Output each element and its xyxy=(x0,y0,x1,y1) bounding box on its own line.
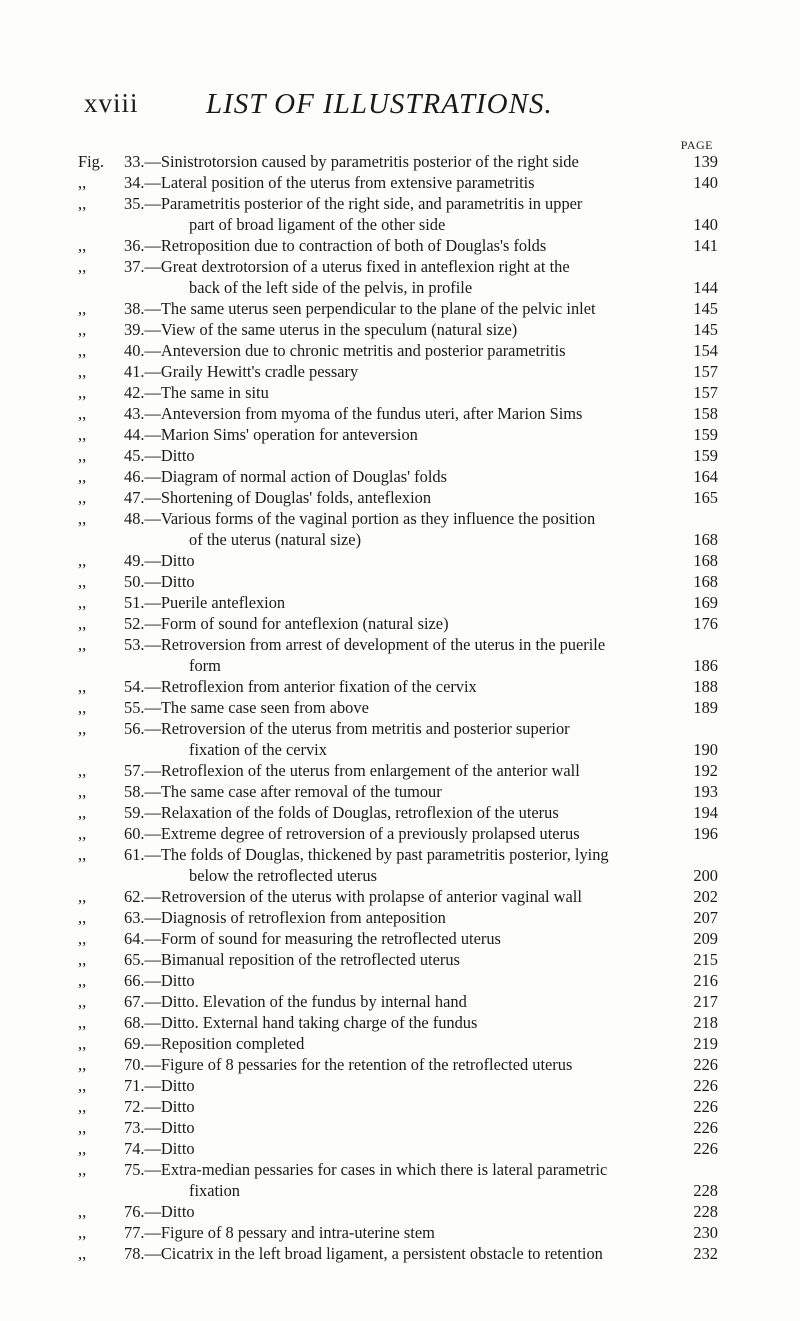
entry-page-number: 207 xyxy=(693,908,718,927)
list-item xyxy=(78,550,718,571)
entry-first-line xyxy=(78,1222,718,1243)
list-item xyxy=(78,424,718,445)
entry-page-number: 215 xyxy=(693,950,718,969)
entry-caption: 39.—View of the same uterus in the speculum (natural size) xyxy=(124,320,518,339)
entry-lead: ,, xyxy=(78,698,87,717)
entry-first-line xyxy=(78,445,718,466)
entry-caption: 46.—Diagram of normal action of Douglas' folds xyxy=(124,467,447,486)
entry-page-number: 226 xyxy=(693,1076,718,1095)
entry-first-line xyxy=(78,613,718,634)
list-item xyxy=(78,1138,718,1159)
entry-caption: back of the left side of the pelvis, in profile xyxy=(189,278,473,297)
list-item xyxy=(78,1012,718,1033)
entry-first-line xyxy=(78,907,718,928)
entry-lead: ,, xyxy=(78,887,87,906)
entry-caption: 62.—Retroversion of the uterus with prolapse of anterior vaginal wall xyxy=(124,887,582,906)
entry-first-line xyxy=(78,403,718,424)
entry-lead: ,, xyxy=(78,950,87,969)
entry-first-line xyxy=(78,802,718,823)
list-item xyxy=(78,697,718,718)
entry-page-number: 226 xyxy=(693,1118,718,1137)
entry-caption: 38.—The same uterus seen perpendicular to the plane of the pelvic inlet xyxy=(124,299,596,318)
entry-page-number: 226 xyxy=(693,1097,718,1116)
entry-lead: ,, xyxy=(78,908,87,927)
entry-caption: 35.—Parametritis posterior of the right side, and parametritis in upper xyxy=(124,194,583,213)
entry-lead: ,, xyxy=(78,971,87,990)
entry-lead: ,, xyxy=(78,194,87,213)
entry-caption: 75.—Extra-median pessaries for cases in which there is lateral parametric xyxy=(124,1160,608,1179)
list-item xyxy=(78,340,718,361)
entry-first-line xyxy=(78,823,718,844)
list-item xyxy=(78,928,718,949)
entry-caption: of the uterus (natural size) xyxy=(189,530,362,549)
entry-first-line xyxy=(78,718,718,739)
entry-caption: 49.—Ditto xyxy=(124,551,195,570)
entry-lead: ,, xyxy=(78,425,87,444)
entry-caption: part of broad ligament of the other side xyxy=(189,215,446,234)
entry-first-line xyxy=(78,361,718,382)
entry-lead: ,, xyxy=(78,1223,87,1242)
entry-caption: 78.—Cicatrix in the left broad ligament, a persistent obstacle to retention xyxy=(124,1244,603,1263)
entry-page-number: 141 xyxy=(693,236,718,255)
entry-page-number: 169 xyxy=(693,593,718,612)
entry-first-line xyxy=(78,991,718,1012)
list-item xyxy=(78,760,718,781)
entry-first-line xyxy=(78,634,718,655)
entry-first-line xyxy=(78,1138,718,1159)
entry-lead: ,, xyxy=(78,341,87,360)
entry-caption: fixation xyxy=(189,1181,240,1200)
entry-caption: 60.—Extreme degree of retroversion of a previously prolapsed uterus xyxy=(124,824,580,843)
entry-lead: ,, xyxy=(78,362,87,381)
list-item xyxy=(78,235,718,256)
entry-first-line xyxy=(78,781,718,802)
entry-first-line xyxy=(78,340,718,361)
entry-page-number: 159 xyxy=(693,446,718,465)
entry-lead: ,, xyxy=(78,572,87,591)
entry-first-line xyxy=(78,1243,718,1264)
entry-first-line xyxy=(78,571,718,592)
entry-continuation-line xyxy=(78,655,718,676)
entry-page-number: 168 xyxy=(693,551,718,570)
entry-first-line xyxy=(78,949,718,970)
entry-caption: 58.—The same case after removal of the tumour xyxy=(124,782,442,801)
entry-first-line xyxy=(78,1159,718,1180)
entry-lead: ,, xyxy=(78,1160,87,1179)
entry-first-line xyxy=(78,235,718,256)
entry-lead: ,, xyxy=(78,320,87,339)
entry-caption: 47.—Shortening of Douglas' folds, anteflexion xyxy=(124,488,432,507)
entry-lead: ,, xyxy=(78,1097,87,1116)
entry-caption: 77.—Figure of 8 pessary and intra-uterine stem xyxy=(124,1223,435,1242)
list-item xyxy=(78,1201,718,1222)
entry-caption: 42.—The same in situ xyxy=(124,383,269,402)
entry-page-number: 194 xyxy=(693,803,718,822)
entry-caption: 53.—Retroversion from arrest of development of the uterus in the puerile xyxy=(124,635,606,654)
list-item xyxy=(78,613,718,634)
entry-lead: ,, xyxy=(78,992,87,1011)
entry-caption: 52.—Form of sound for anteflexion (natural size) xyxy=(124,614,449,633)
entry-first-line xyxy=(78,256,718,277)
entry-first-line xyxy=(78,382,718,403)
list-item xyxy=(78,319,718,340)
list-item xyxy=(78,151,718,172)
entry-lead: ,, xyxy=(78,1055,87,1074)
list-item xyxy=(78,1033,718,1054)
list-item xyxy=(78,949,718,970)
entry-lead: ,, xyxy=(78,929,87,948)
entry-first-line xyxy=(78,844,718,865)
entry-first-line xyxy=(78,424,718,445)
entry-lead: ,, xyxy=(78,404,87,423)
entry-caption: 56.—Retroversion of the uterus from metritis and posterior superior xyxy=(124,719,570,738)
entry-lead: ,, xyxy=(78,509,87,528)
entry-lead: ,, xyxy=(78,446,87,465)
entry-first-line xyxy=(78,970,718,991)
entry-first-line xyxy=(78,592,718,613)
entry-page-number: 139 xyxy=(693,152,718,171)
entry-caption: below the retroflected uterus xyxy=(189,866,377,885)
entry-page-number: 186 xyxy=(693,656,718,675)
entry-lead: ,, xyxy=(78,614,87,633)
list-item xyxy=(78,571,718,592)
entry-page-number: 209 xyxy=(693,929,718,948)
entry-caption: form xyxy=(189,656,221,675)
list-item xyxy=(78,361,718,382)
entry-first-line xyxy=(78,487,718,508)
list-item xyxy=(78,382,718,403)
entry-page-number: 228 xyxy=(693,1202,718,1221)
list-item xyxy=(78,1075,718,1096)
list-item xyxy=(78,781,718,802)
entry-lead: ,, xyxy=(78,257,87,276)
list-item xyxy=(78,907,718,928)
entry-page-number: 218 xyxy=(693,1013,718,1032)
list-item xyxy=(78,445,718,466)
entry-page-number: 200 xyxy=(693,866,718,885)
entry-lead: ,, xyxy=(78,299,87,318)
entry-page-number: 165 xyxy=(693,488,718,507)
entry-caption: 48.—Various forms of the vaginal portion as they influence the position xyxy=(124,509,596,528)
entry-caption: 71.—Ditto xyxy=(124,1076,195,1095)
entry-lead: ,, xyxy=(78,1013,87,1032)
entry-page-number: 226 xyxy=(693,1139,718,1158)
entry-page-number: 202 xyxy=(693,887,718,906)
entry-page-number: 192 xyxy=(693,761,718,780)
entry-caption: 50.—Ditto xyxy=(124,572,195,591)
list-item xyxy=(78,802,718,823)
entry-first-line xyxy=(78,466,718,487)
entry-page-number: 145 xyxy=(693,320,718,339)
entry-continuation-line xyxy=(78,865,718,886)
entry-first-line xyxy=(78,697,718,718)
entry-page-number: 159 xyxy=(693,425,718,444)
entry-first-line xyxy=(78,172,718,193)
entry-continuation-line xyxy=(78,214,718,235)
entry-first-line xyxy=(78,760,718,781)
entry-first-line xyxy=(78,508,718,529)
entry-lead: ,, xyxy=(78,1139,87,1158)
entry-page-number: 158 xyxy=(693,404,718,423)
entry-lead: ,, xyxy=(78,845,87,864)
entry-caption: 37.—Great dextrotorsion of a uterus fixed in anteflexion right at the xyxy=(124,257,570,276)
list-item xyxy=(78,1054,718,1075)
list-item xyxy=(78,718,718,760)
entry-page-number: 144 xyxy=(693,278,718,297)
entry-page-number: 230 xyxy=(693,1223,718,1242)
entry-lead: ,, xyxy=(78,467,87,486)
entry-page-number: 196 xyxy=(693,824,718,843)
entry-lead: ,, xyxy=(78,677,87,696)
entry-first-line xyxy=(78,151,718,172)
entry-continuation-line xyxy=(78,277,718,298)
list-item xyxy=(78,823,718,844)
entry-lead: ,, xyxy=(78,383,87,402)
list-item xyxy=(78,1096,718,1117)
entry-caption: 45.—Ditto xyxy=(124,446,195,465)
entry-caption: 68.—Ditto. External hand taking charge of the fundus xyxy=(124,1013,478,1032)
entry-lead: ,, xyxy=(78,593,87,612)
entry-caption: 64.—Form of sound for measuring the retroflected uterus xyxy=(124,929,501,948)
entry-page-number: 145 xyxy=(693,299,718,318)
entry-first-line xyxy=(78,928,718,949)
entry-caption: 74.—Ditto xyxy=(124,1139,195,1158)
entry-lead: ,, xyxy=(78,551,87,570)
list-item xyxy=(78,487,718,508)
list-item xyxy=(78,172,718,193)
entry-lead: ,, xyxy=(78,236,87,255)
entry-first-line xyxy=(78,550,718,571)
entry-lead: ,, xyxy=(78,761,87,780)
entry-first-line xyxy=(78,1117,718,1138)
entry-lead: ,, xyxy=(78,824,87,843)
page-number: xviii xyxy=(84,88,139,118)
entry-continuation-line xyxy=(78,739,718,760)
entry-page-number: 190 xyxy=(693,740,718,759)
entry-continuation-line xyxy=(78,529,718,550)
entry-lead: ,, xyxy=(78,635,87,654)
entry-caption: 57.—Retroflexion of the uterus from enlargement of the anterior wall xyxy=(124,761,580,780)
entry-caption: 67.—Ditto. Elevation of the fundus by internal hand xyxy=(124,992,467,1011)
entry-page-number: 193 xyxy=(693,782,718,801)
entry-lead: ,, xyxy=(78,803,87,822)
entry-lead: Fig. xyxy=(78,152,104,171)
entry-lead: ,, xyxy=(78,1034,87,1053)
entry-caption: fixation of the cervix xyxy=(189,740,327,759)
entry-caption: 70.—Figure of 8 pessaries for the retention of the retroflected uterus xyxy=(124,1055,573,1074)
entry-first-line xyxy=(78,319,718,340)
entry-page-number: 168 xyxy=(693,530,718,549)
entry-caption: 54.—Retroflexion from anterior fixation of the cervix xyxy=(124,677,477,696)
list-item xyxy=(78,1222,718,1243)
entry-caption: 51.—Puerile anteflexion xyxy=(124,593,286,612)
list-item xyxy=(78,592,718,613)
list-item xyxy=(78,1117,718,1138)
list-item xyxy=(78,1243,718,1264)
list-item xyxy=(78,193,718,235)
list-item xyxy=(78,1159,718,1201)
entry-first-line xyxy=(78,1054,718,1075)
entry-caption: 73.—Ditto xyxy=(124,1118,195,1137)
entry-lead: ,, xyxy=(78,1118,87,1137)
entry-lead: ,, xyxy=(78,1202,87,1221)
entry-page-number: 168 xyxy=(693,572,718,591)
entry-first-line xyxy=(78,1033,718,1054)
entry-caption: 43.—Anteversion from myoma of the fundus uteri, after Marion Sims xyxy=(124,404,583,423)
list-item xyxy=(78,403,718,424)
entry-continuation-line xyxy=(78,1180,718,1201)
entry-page-number: 189 xyxy=(693,698,718,717)
entry-caption: 55.—The same case seen from above xyxy=(124,698,369,717)
entry-caption: 69.—Reposition completed xyxy=(124,1034,305,1053)
entry-caption: 63.—Diagnosis of retroflexion from anteposition xyxy=(124,908,446,927)
entry-page-number: 232 xyxy=(693,1244,718,1263)
entry-caption: 65.—Bimanual reposition of the retroflected uterus xyxy=(124,950,460,969)
entry-page-number: 140 xyxy=(693,173,718,192)
entry-first-line xyxy=(78,886,718,907)
list-item xyxy=(78,508,718,550)
page-title: LIST OF ILLUSTRATIONS. xyxy=(206,88,553,120)
entry-page-number: 228 xyxy=(693,1181,718,1200)
entry-first-line xyxy=(78,298,718,319)
entry-page-number: 226 xyxy=(693,1055,718,1074)
entry-lead: ,, xyxy=(78,782,87,801)
page-column-label: PAGE xyxy=(680,138,713,152)
entry-page-number: 157 xyxy=(693,362,718,381)
entry-page-number: 219 xyxy=(693,1034,718,1053)
list-item xyxy=(78,466,718,487)
list-item xyxy=(78,970,718,991)
entry-page-number: 176 xyxy=(693,614,718,633)
list-item xyxy=(78,256,718,298)
entry-caption: 61.—The folds of Douglas, thickened by past parametritis posterior, lying xyxy=(124,845,609,864)
entry-caption: 59.—Relaxation of the folds of Douglas, retroflexion of the uterus xyxy=(124,803,559,822)
list-item xyxy=(78,886,718,907)
entry-first-line xyxy=(78,193,718,214)
entry-caption: 41.—Graily Hewitt's cradle pessary xyxy=(124,362,359,381)
entry-first-line xyxy=(78,1201,718,1222)
entry-caption: 33.—Sinistrotorsion caused by parametritis posterior of the right side xyxy=(124,152,579,171)
entry-page-number: 217 xyxy=(693,992,718,1011)
entry-caption: 66.—Ditto xyxy=(124,971,195,990)
entry-page-number: 140 xyxy=(693,215,718,234)
entry-caption: 72.—Ditto xyxy=(124,1097,195,1116)
list-item xyxy=(78,298,718,319)
entry-caption: 44.—Marion Sims' operation for anteversion xyxy=(124,425,418,444)
entry-page-number: 216 xyxy=(693,971,718,990)
entry-lead: ,, xyxy=(78,1076,87,1095)
entry-caption: 76.—Ditto xyxy=(124,1202,195,1221)
list-item xyxy=(78,676,718,697)
entry-lead: ,, xyxy=(78,488,87,507)
list-item xyxy=(78,991,718,1012)
entry-caption: 34.—Lateral position of the uterus from extensive parametritis xyxy=(124,173,535,192)
entry-lead: ,, xyxy=(78,1244,87,1263)
entry-page-number: 154 xyxy=(693,341,718,360)
entry-caption: 36.—Retroposition due to contraction of both of Douglas's folds xyxy=(124,236,547,255)
illustrations-list xyxy=(78,151,718,1264)
entry-page-number: 157 xyxy=(693,383,718,402)
entry-first-line xyxy=(78,1012,718,1033)
entry-lead: ,, xyxy=(78,719,87,738)
entry-lead: ,, xyxy=(78,173,87,192)
list-item xyxy=(78,634,718,676)
running-head xyxy=(84,88,704,128)
entry-first-line xyxy=(78,676,718,697)
entry-first-line xyxy=(78,1075,718,1096)
entry-page-number: 164 xyxy=(693,467,718,486)
entry-first-line xyxy=(78,1096,718,1117)
entry-caption: 40.—Anteversion due to chronic metritis and posterior parametritis xyxy=(124,341,566,360)
entry-page-number: 188 xyxy=(693,677,718,696)
list-item xyxy=(78,844,718,886)
